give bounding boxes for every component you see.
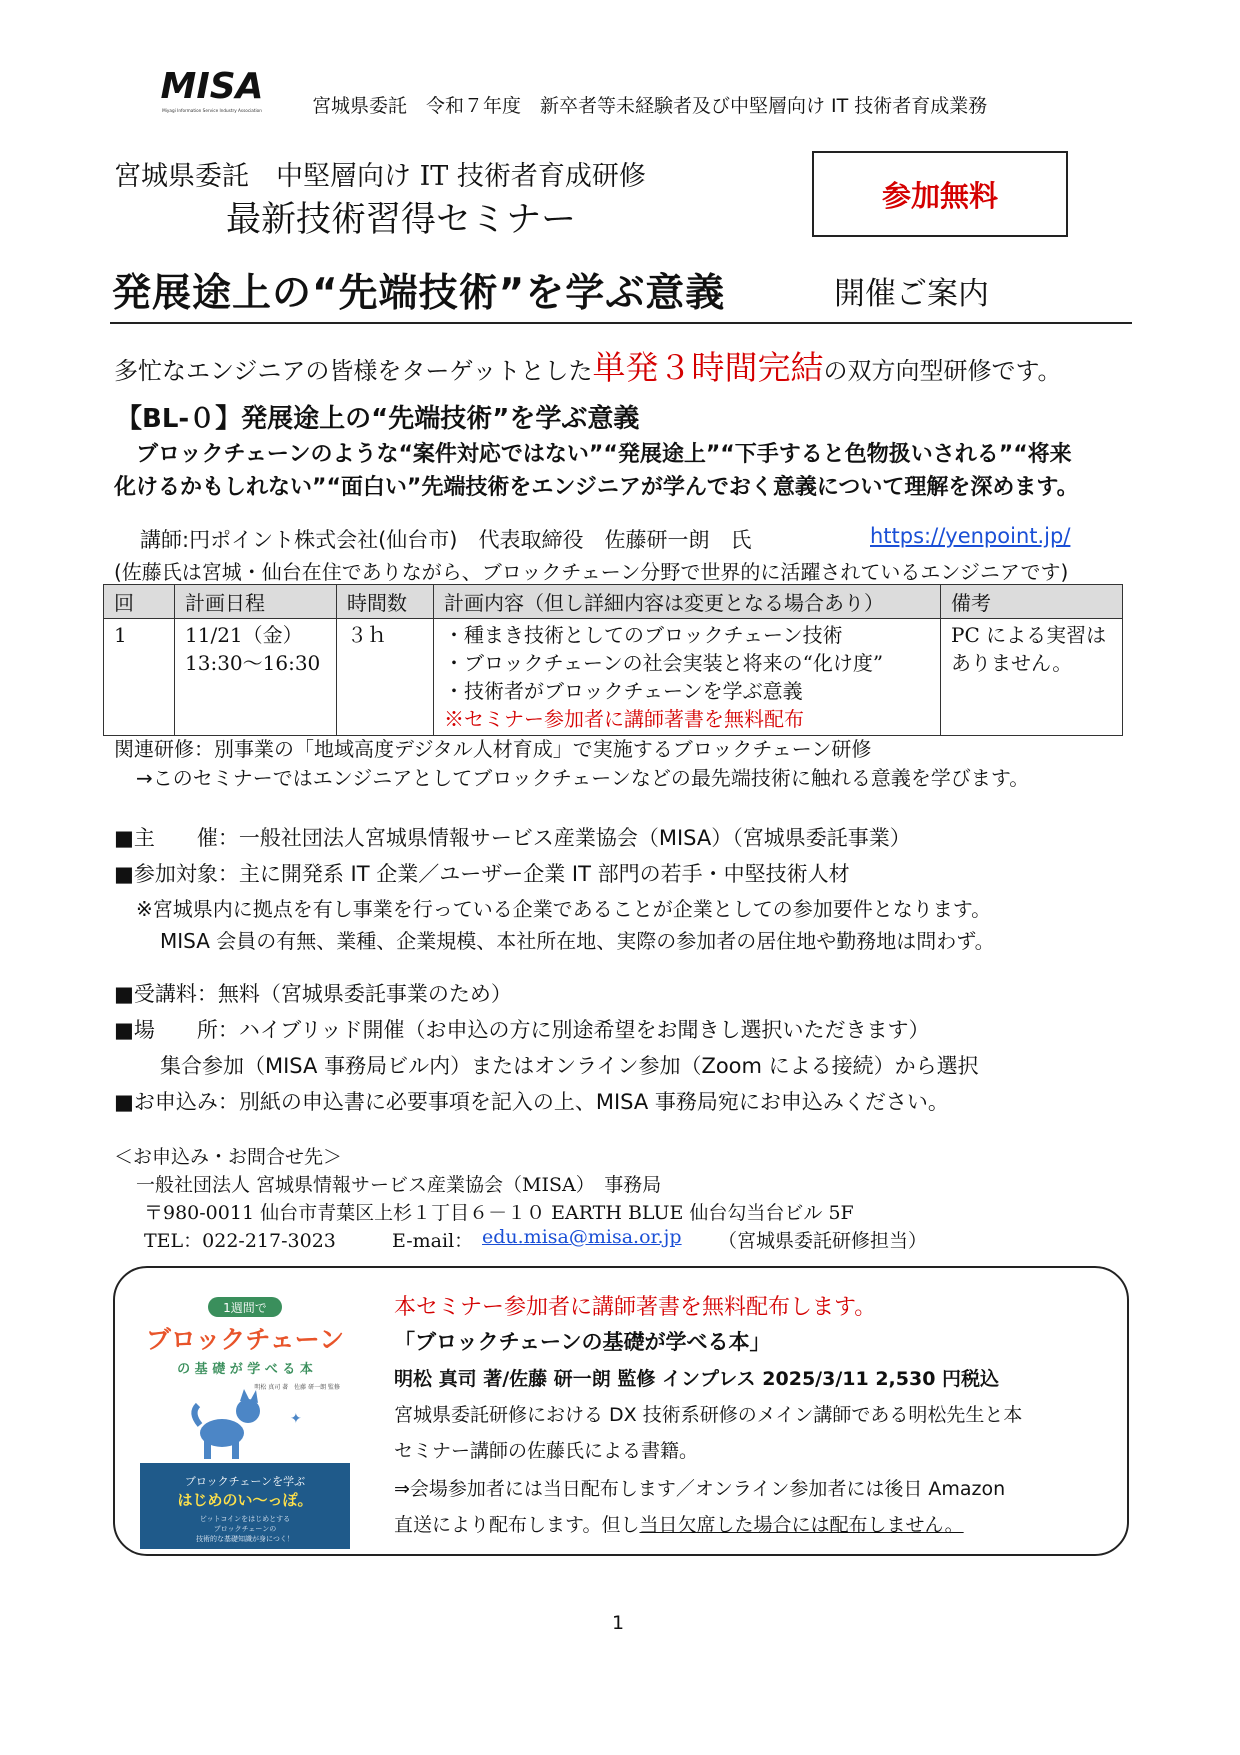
lecturer-line: 講師:円ポイント株式会社(仙台市) 代表取締役 佐藤研一朗 氏 [140,528,752,552]
book-distribution-text: 直送により配布します。但し [394,1514,640,1536]
course-description-line-1: ブロックチェーンのような“案件対応ではない”“発展途上”“下手すると色物扱いされる”“将来 [136,442,1072,467]
related-training-line-2: →このセミナーではエンジニアとしてブロックチェーンなどの最先端技術に触れる意義を学びます。 [136,766,1030,790]
remarks-line-1: PC による実習は [951,623,1107,647]
contact-tel: TEL：022-217-3023 [144,1230,336,1252]
book-title: 「ブロックチェーンの基礎が学べる本」 [394,1330,771,1354]
header-hours: 時間数 [337,585,434,619]
book-cover-image [140,1293,350,1549]
logo-subtext: Miyagi Information Service Industry Association [162,108,262,113]
intro-highlight: 単発３時間完結 [592,348,824,387]
remarks-line-2: ありません。 [951,651,1073,675]
main-title: 発展途上の“先端技術”を学ぶ意義 [112,271,726,316]
svg-text:✦: ✦ [290,1411,302,1427]
cover-band-line-1: ブロックチェーンを学ぶ [184,1475,306,1488]
cover-band-line-2: はじめのい～っぽ。 [177,1491,313,1509]
header-round: 回 [104,585,175,619]
schedule-table [103,584,1123,736]
content-note: ※セミナー参加者に講師著書を無料配布 [444,707,804,731]
apply-line: ■お申込み：別紙の申込書に必要事項を記入の上、MISA 事務局宛にお申込みください。 [114,1090,949,1114]
book-meta: 明松 真司 著/佐藤 研一朗 監修 インプレス 2025/3/11 2,530 円税込 [394,1368,1000,1390]
title-divider [110,322,1132,324]
page-number: 1 [612,1612,625,1634]
contact-org: 一般社団法人 宮城県情報サービス産業協会（MISA） 事務局 [136,1174,662,1196]
cell-remarks [941,619,1123,736]
cover-badge: 1週間で [223,1301,267,1315]
book-absence-notice: 当日欠席した場合には配布しません。 [639,1514,964,1536]
cover-band-line-5: 技術的な基礎知識が身につく！ [196,1535,294,1543]
intro-before: 多忙なエンジニアの皆様をターゲットとした [114,357,593,385]
content-item: ・ブロックチェーンの社会実装と将来の“化け度” [444,651,884,675]
book-distribution-line-2 [394,1510,964,1537]
venue-note: 集合参加（MISA 事務局ビル内）またはオンライン参加（Zoom による接続）から選択 [160,1054,979,1078]
target-note-1: ※宮城県内に拠点を有し事業を行っている企業であることが企業としての参加要件となります。 [136,897,992,921]
content-item: ・技術者がブロックチェーンを学ぶ意義 [444,679,803,703]
content-item: ・種まき技術としてのブロックチェーン技術 [444,623,843,647]
seminar-name: 最新技術習得セミナー [226,200,577,240]
intro-line [114,342,1062,389]
book-headline: 本セミナー参加者に講師著書を無料配布します。 [394,1295,877,1320]
header-content: 計画内容（但し詳細内容は変更となる場合あり） [434,585,941,619]
header-plan-date: 計画日程 [175,585,337,619]
header-note: 宮城県委託 令和７年度 新卒者等未経験者及び中堅層向け IT 技術者育成業務 [312,95,988,117]
lecturer-url-link[interactable]: https://yenpoint.jp/ [870,524,1071,548]
free-badge [812,151,1068,237]
cell-plan-date [175,619,337,736]
organizer-line: ■主 催：一般社団法人宮城県情報サービス産業協会（MISA）（宮城県委託事業） [114,826,911,850]
contact-heading: ＜お申込み・お問合せ先＞ [114,1146,343,1168]
book-description-line-2: セミナー講師の佐藤氏による書籍。 [394,1440,699,1462]
header-remarks: 備考 [941,585,1123,619]
book-description-line-1: 宮城県委託研修における DX 技術系研修のメイン講師である明松先生と本 [394,1404,1023,1426]
commission-line: 宮城県委託 中堅層向け IT 技術者育成研修 [114,161,646,192]
lecturer-note: (佐藤氏は宮城・仙台在住でありながら、ブロックチェーン分野で世界的に活躍されているエンジニアです) [114,560,1069,584]
cell-hours: ３ｈ [337,619,434,736]
logo-text: MISA [160,66,264,107]
target-note-2: MISA 会員の有無、業種、企業規模、本社所在地、実際の参加者の居住地や勤務地は問わず。 [160,929,995,953]
schedule-header-row [104,585,1123,619]
cover-authors: 明松 真司 著 佐藤 研一朗 監修 [254,1384,340,1391]
table-row [104,619,1123,736]
fee-line: ■受講料：無料（宮城県委託事業のため） [114,982,512,1006]
free-badge-label: 参加無料 [881,178,998,213]
guide-label: 開催ご案内 [834,276,989,312]
contact-dept: （宮城県委託研修担当） [718,1230,928,1252]
cell-time: 13:30～16:30 [185,651,321,675]
cell-content [434,619,941,736]
misa-logo [160,60,264,122]
intro-after: の双方向型研修です。 [823,357,1062,385]
cover-band-line-3: ビットコインをはじめとする [199,1515,291,1523]
book-distribution-line-1: ⇒会場参加者には当日配布します／オンライン参加者には後日 Amazon [394,1478,1006,1500]
cover-title: ブロックチェーン [145,1325,345,1354]
target-line: ■参加対象：主に開発系 IT 企業／ユーザー企業 IT 部門の若手・中堅技術人材 [114,862,850,886]
contact-email-link[interactable]: edu.misa@misa.or.jp [482,1226,682,1248]
cell-date: 11/21（金） [185,623,303,647]
contact-address: 〒980-0011 仙台市青葉区上杉１丁目６－１０ EARTH BLUE 仙台勾当台ビル 5F [144,1202,854,1224]
cover-band-line-4: ブロックチェーンの [213,1525,277,1533]
course-description-line-2: 化けるかもしれない”“面白い”先端技術をエンジニアが学んでおく意義について理解を深めます。 [114,475,1079,500]
course-title: 【BL-０】発展途上の“先端技術”を学ぶ意義 [116,404,640,434]
related-training-line-1: 関連研修：別事業の「地域高度デジタル人材育成」で実施するブロックチェーン研修 [114,737,872,761]
cell-round: 1 [104,619,175,736]
cover-subtitle: の 基 礎 が 学 べ る 本 [177,1362,313,1377]
contact-email-label: E-mail： [392,1230,474,1252]
venue-line: ■場 所：ハイブリッド開催（お申込の方に別途希望をお聞きし選択いただきます） [114,1018,930,1042]
